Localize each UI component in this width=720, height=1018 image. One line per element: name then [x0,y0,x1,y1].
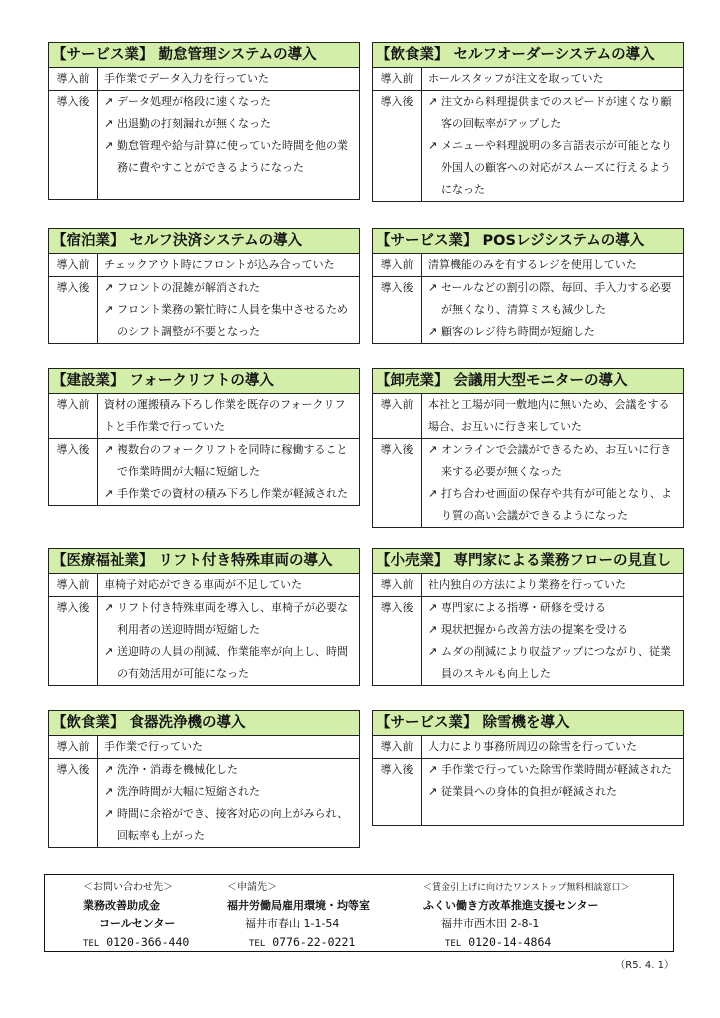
after-row [373,758,683,825]
case-title: 【医療福祉業】 リフト付き特殊車両の導入 [49,549,359,574]
contact-box [44,874,674,952]
before-row [373,574,683,596]
case-title: 【小売業】 専門家による業務フローの見直し [373,549,683,574]
case-card [372,228,684,344]
after-item [104,91,355,113]
after-row [373,596,683,685]
case-title: 【建設業】 フォークリフトの導入 [49,369,359,394]
after-label: 導入後 [49,759,98,847]
tel-prefix: TEL [83,939,100,949]
after-list [98,597,359,685]
after-item [428,135,679,201]
arrow-up-right-icon: ↗ [428,95,438,108]
arrow-up-right-icon: ↗ [104,785,114,798]
arrow-up-right-icon: ↗ [104,117,114,130]
before-text: 社内独自の方法により業務を行っていた [428,578,626,591]
before-label: 導入前 [49,394,98,438]
case-title: 【飲食業】 食器洗浄機の導入 [49,711,359,736]
before-text: チェックアウト時にフロントが込み合っていた [104,258,335,271]
before-label: 導入前 [373,736,422,758]
after-item [428,641,679,685]
before-text: 手作業でデータ入力を行っていた [104,72,269,85]
after-item-text: 現状把握から改善方法の提案を受ける [441,623,628,636]
before-row [49,254,359,276]
after-item-text: ムダの削減により収益アップにつながり、従業員のスキルも向上した [441,645,672,680]
case-title: 【飲食業】 セルフオーダーシステムの導入 [373,43,683,68]
before-text: 人力により事務所周辺の除雪を行っていた [428,740,637,753]
arrow-up-right-icon: ↗ [428,487,438,500]
after-item-text: 洗浄時間が大幅に短縮された [117,785,260,798]
after-row [49,596,359,685]
case-title: 【サービス業】 勤怠管理システムの導入 [49,43,359,68]
after-label: 導入後 [373,759,422,825]
application-tel-number: 0776-22-0221 [272,935,356,949]
before-label: 導入前 [49,68,98,90]
before-text: 手作業で行っていた [104,740,203,753]
after-list [422,277,683,343]
case-title: 【宿泊業】 セルフ決済システムの導入 [49,229,359,254]
arrow-up-right-icon: ↗ [428,139,438,152]
case-card [48,368,360,506]
inquiry-tel-number: 0120-366-440 [106,935,190,949]
case-title: 【サービス業】 POSレジシステムの導入 [373,229,683,254]
after-item-text: 打ち合わせ画面の保存や共有が可能となり、より質の高い会議ができるようになった [441,487,672,522]
after-row [373,438,683,527]
before-label: 導入前 [373,68,422,90]
application-address: 福井市春山 1-1-54 [245,917,340,930]
before-text: 資材の運搬積み下ろし作業を既存のフォークリフトと手作業で行っていた [104,398,346,433]
before-row [373,68,683,90]
before-row [49,574,359,596]
application-name: 福井労働局雇用環境・均等室 [227,899,370,912]
after-item-text: 専門家による指導・研修を受ける [441,601,606,614]
after-item-text: 洗浄・消毒を機械化した [117,763,238,776]
consultation-tel [423,933,671,953]
after-row [49,276,359,343]
after-list [422,91,683,201]
after-item [104,135,355,179]
before-text: 車椅子対応ができる車両が不足していた [104,578,302,591]
arrow-up-right-icon: ↗ [104,281,114,294]
after-item [104,641,355,685]
after-item [428,759,679,781]
after-item-text: 手作業で行っていた除雪作業時間が軽減された [441,763,672,776]
application-tel [227,933,427,953]
case-card [372,368,684,528]
after-item [428,483,679,527]
consultation-address: 福井市西木田 2-8-1 [441,917,540,930]
after-label: 導入後 [373,597,422,685]
after-item [428,277,679,321]
arrow-up-right-icon: ↗ [104,645,114,658]
after-label: 導入後 [373,439,422,527]
before-row [49,736,359,758]
inquiry-name-2: コールセンター [99,917,176,930]
before-label: 導入前 [373,254,422,276]
before-text: 本社と工場が同一敷地内に無いため、会議をする場合、お互いに行き来していた [428,398,670,433]
after-item [428,321,679,343]
after-item-text: オンラインで会議ができるため、お互いに行き来する必要が無くなった [441,443,672,478]
before-text: ホールスタッフが注文を取っていた [428,72,604,85]
case-title: 【卸売業】 会議用大型モニターの導入 [373,369,683,394]
tel-prefix: TEL [445,939,462,949]
after-item-text: 勤怠管理や給与計算に使っていた時間を他の業務に費やすことができるようになった [117,139,348,174]
after-item [428,91,679,135]
before-label: 導入前 [373,394,422,438]
after-item-text: 顧客のレジ待ち時間が短縮した [441,325,595,338]
arrow-up-right-icon: ↗ [104,763,114,776]
before-row [373,254,683,276]
after-item [428,439,679,483]
after-row [49,758,359,847]
consultation-column [423,879,671,953]
arrow-up-right-icon: ↗ [104,95,114,108]
arrow-up-right-icon: ↗ [104,443,114,456]
after-list [98,439,359,505]
before-row [373,736,683,758]
after-item-text: 注文から料理提供までのスピードが速くなり顧客の回転率がアップした [441,95,672,130]
after-item-text: 従業員への身体的負担が軽減された [441,785,617,798]
after-item [104,299,355,343]
arrow-up-right-icon: ↗ [428,325,438,338]
after-row [373,90,683,201]
arrow-up-right-icon: ↗ [428,785,438,798]
after-label: 導入後 [49,91,98,199]
arrow-up-right-icon: ↗ [428,623,438,636]
after-item-text: 時間に余裕ができ、接客対応の向上がみられ、回転率も上がった [117,807,349,842]
application-column [227,879,427,953]
after-item [104,277,355,299]
after-item-text: 複数台のフォークリフトを同時に稼働することで作業時間が大幅に短縮した [117,443,348,478]
case-card [48,228,360,344]
after-item-text: リフト付き特殊車両を導入し、車椅子が必要な利用者の送迎時間が短縮した [117,601,348,636]
case-card [372,42,684,202]
before-label: 導入前 [49,574,98,596]
before-label: 導入前 [373,574,422,596]
before-row [373,394,683,438]
after-list [422,439,683,527]
arrow-up-right-icon: ↗ [104,807,114,820]
after-item-text: 手作業での資材の積み下ろし作業が軽減された [117,487,348,500]
after-row [49,438,359,505]
after-item-text: フロントの混雑が解消された [117,281,260,294]
consultation-name: ふくい働き方改革推進支援センター [423,899,599,912]
inquiry-title: ＜お問い合わせ先＞ [83,882,173,893]
before-label: 導入前 [49,254,98,276]
after-item-text: メニューや料理説明の多言語表示が可能となり外国人の顧客への対応がスムーズに行えるようになった [441,139,672,196]
after-item-text: データ処理が格段に速くなった [117,95,271,108]
after-item-text: セールなどの割引の際、毎回、手入力する必要が無くなり、清算ミスも減少した [441,281,672,316]
case-card [372,710,684,826]
before-row [49,394,359,438]
after-list [422,597,683,685]
after-label: 導入後 [373,277,422,343]
before-label: 導入前 [49,736,98,758]
after-row [373,276,683,343]
arrow-up-right-icon: ↗ [428,645,438,658]
application-title: ＜申請先＞ [227,882,277,893]
revision-date: （R5. 4. 1） [615,960,674,971]
tel-prefix: TEL [249,939,266,949]
consultation-tel-number: 0120-14-4864 [468,935,552,949]
after-item-text: 出退勤の打刻漏れが無くなった [117,117,271,130]
after-label: 導入後 [49,439,98,505]
after-item [104,759,355,781]
after-item [104,803,355,847]
after-label: 導入後 [49,277,98,343]
after-label: 導入後 [49,597,98,685]
after-list [98,91,359,199]
case-card [48,42,360,200]
after-item [104,439,355,483]
arrow-up-right-icon: ↗ [104,487,114,500]
after-item [104,483,355,505]
case-card [48,548,360,686]
arrow-up-right-icon: ↗ [428,281,438,294]
after-list [98,759,359,847]
consultation-title: ＜賃金引上げに向けたワンストップ無料相談窓口＞ [423,883,630,893]
arrow-up-right-icon: ↗ [104,303,114,316]
after-list [422,759,683,825]
after-item-text: フロント業務の繁忙時に人員を集中させるためのシフト調整が不要となった [117,303,348,338]
after-item [104,597,355,641]
case-card [48,710,360,848]
before-text: 清算機能のみを有するレジを使用していた [428,258,637,271]
after-item [428,597,679,619]
arrow-up-right-icon: ↗ [104,601,114,614]
case-card [372,548,684,686]
after-label: 導入後 [373,91,422,201]
after-row [49,90,359,199]
arrow-up-right-icon: ↗ [428,763,438,776]
inquiry-name-1: 業務改善助成金 [83,899,160,912]
after-item-text: 送迎時の人員の削減、作業能率が向上し、時間の有効活用が可能になった [117,645,348,680]
arrow-up-right-icon: ↗ [104,139,114,152]
after-item [104,781,355,803]
after-item [428,781,679,803]
before-row [49,68,359,90]
after-item [428,619,679,641]
after-list [98,277,359,343]
case-title: 【サービス業】 除雪機を導入 [373,711,683,736]
arrow-up-right-icon: ↗ [428,601,438,614]
after-item [104,113,355,135]
arrow-up-right-icon: ↗ [428,443,438,456]
